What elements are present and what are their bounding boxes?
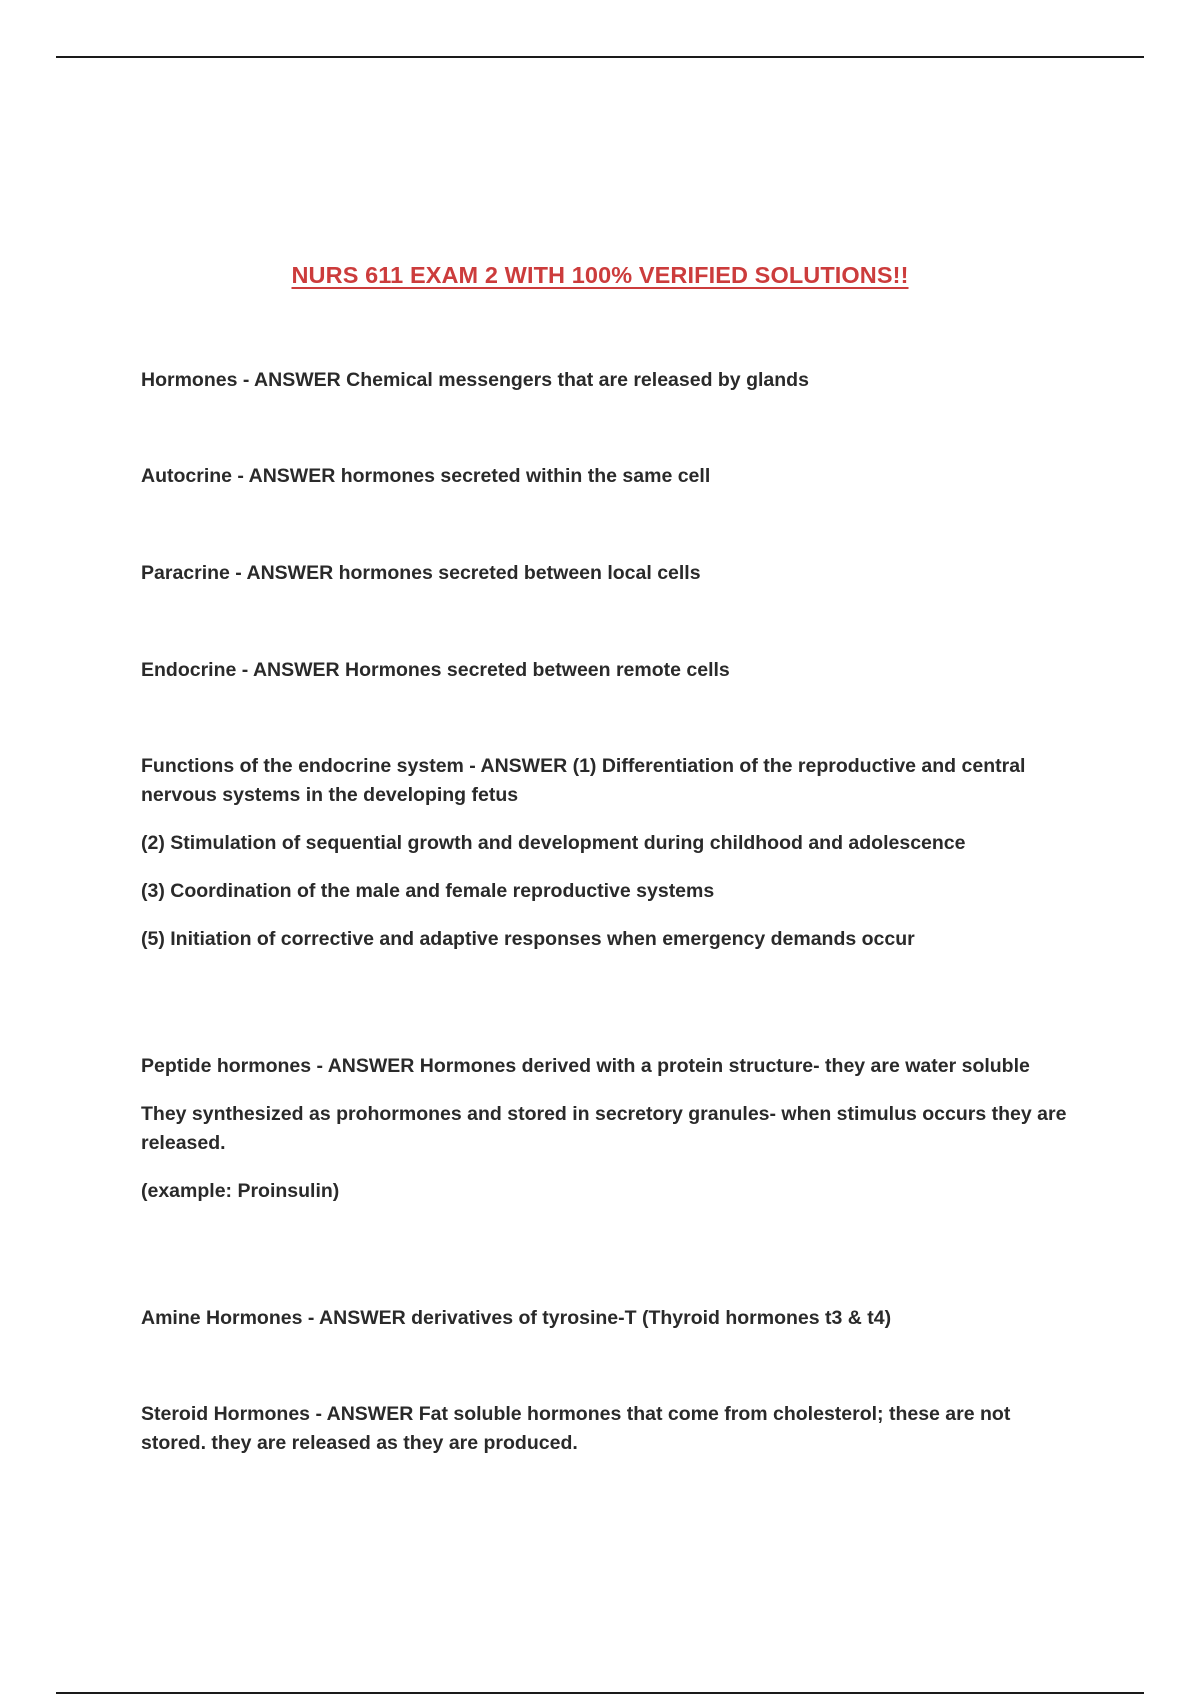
qa-entry-autocrine — [141, 462, 1071, 491]
document-title: NURS 611 EXAM 2 WITH 100% VERIFIED SOLUTIONS!! — [291, 262, 909, 288]
qa-text: (3) Coordination of the male and female reproductive systems — [141, 880, 715, 902]
qa-entry-endocrine-functions — [141, 752, 1071, 954]
qa-text: Hormones - ANSWER Chemical messengers that are released by glands — [141, 369, 809, 391]
bottom-rule — [56, 1692, 1144, 1694]
qa-entry-peptide-hormones — [141, 1052, 1071, 1206]
qa-text: Steroid Hormones - ANSWER Fat soluble hormones that come from cholesterol; these are not stored. they are released as they are produced. — [141, 1403, 1011, 1454]
qa-entry-hormones — [141, 366, 1071, 395]
qa-entry-steroid-hormones — [141, 1400, 1071, 1458]
qa-entry-endocrine — [141, 656, 1071, 685]
qa-text: (5) Initiation of corrective and adaptive responses when emergency demands occur — [141, 928, 915, 950]
qa-text: Endocrine - ANSWER Hormones secreted between remote cells — [141, 659, 730, 681]
qa-entry-amine-hormones — [141, 1304, 1071, 1333]
qa-text: Amine Hormones - ANSWER derivatives of tyrosine-T (Thyroid hormones t3 & t4) — [141, 1307, 892, 1329]
qa-text: They synthesized as prohormones and stored in secretory granules- when stimulus occurs they are released. — [141, 1103, 1067, 1154]
qa-text: (2) Stimulation of sequential growth and development during childhood and adolescence — [141, 832, 966, 854]
qa-text: Paracrine - ANSWER hormones secreted between local cells — [141, 562, 701, 584]
qa-text: Peptide hormones - ANSWER Hormones derived with a protein structure- they are water soluble — [141, 1055, 1030, 1077]
qa-text: Functions of the endocrine system - ANSWER (1) Differentiation of the reproductive and central nervous systems in the developing fetus — [141, 755, 1026, 806]
qa-text: (example: Proinsulin) — [141, 1180, 340, 1202]
qa-text: Autocrine - ANSWER hormones secreted within the same cell — [141, 465, 711, 487]
qa-entry-paracrine — [141, 559, 1071, 588]
